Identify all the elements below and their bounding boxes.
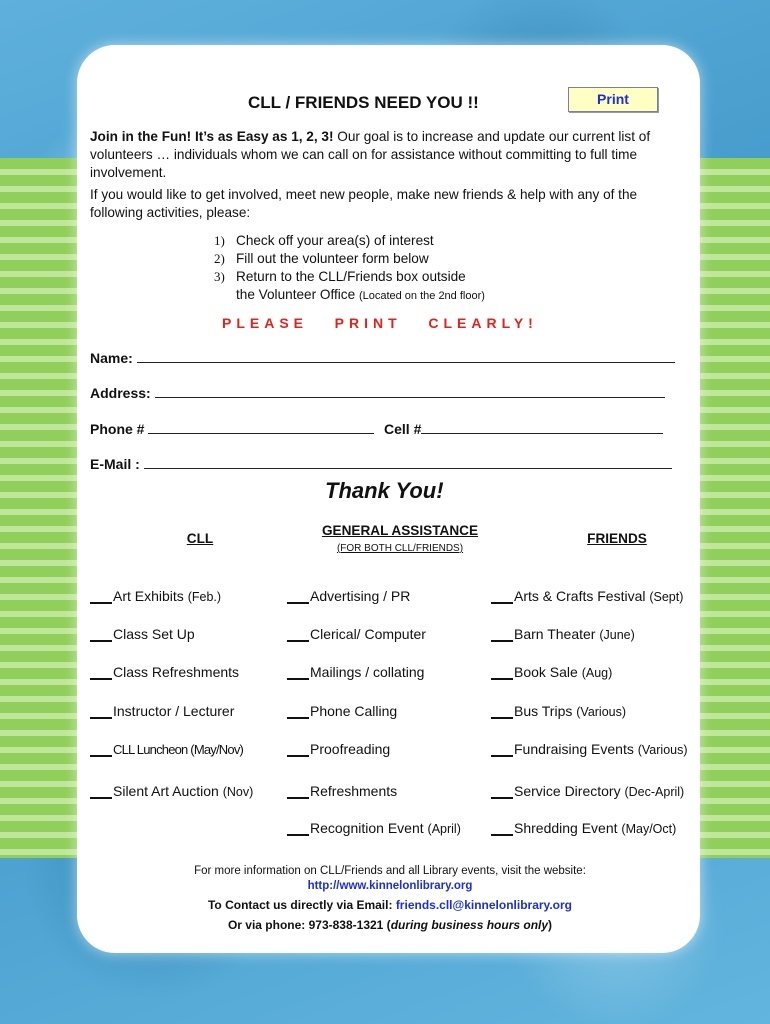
name-field[interactable] — [90, 349, 675, 366]
page-title: CLL / FRIENDS NEED YOU !! — [248, 93, 479, 112]
contact-label: To Contact us directly via Email: — [207, 898, 396, 912]
cll-item-class-refreshments[interactable] — [90, 664, 239, 680]
step-number: 1) — [214, 233, 225, 248]
intro-bold-text: Join in the Fun! It’s as Easy as 1, 2, 3! — [90, 129, 334, 144]
item-label: Arts & Crafts Festival — [514, 588, 646, 604]
checkbox-blank[interactable] — [90, 588, 112, 604]
general-item-mailings[interactable] — [287, 664, 424, 680]
address-line[interactable] — [155, 384, 665, 398]
item-label: Book Sale — [514, 664, 578, 680]
website-link[interactable]: http://www.kinnelonlibrary.org — [307, 880, 473, 892]
step-number: 2) — [214, 251, 225, 266]
step-note: (Located on the 2nd floor) — [358, 290, 485, 302]
phone-label: Phone # — [90, 421, 145, 437]
checkbox-blank[interactable] — [287, 703, 309, 719]
friends-item-bus-trips[interactable] — [491, 703, 626, 719]
cll-column-header: CLL — [186, 531, 214, 546]
item-note: (Sept) — [649, 590, 684, 604]
cll-item-art-exhibits[interactable] — [90, 588, 221, 604]
general-item-refreshments[interactable] — [287, 783, 397, 799]
item-note: (May/Oct) — [621, 822, 677, 836]
checkbox-blank[interactable] — [90, 664, 112, 680]
cll-item-class-set-up[interactable] — [90, 626, 195, 642]
cll-item-luncheon[interactable] — [90, 741, 243, 757]
address-field[interactable] — [90, 384, 665, 401]
item-label: Class Set Up — [113, 626, 195, 642]
general-item-advertising[interactable] — [287, 588, 410, 604]
friends-item-fundraising[interactable] — [491, 741, 688, 757]
checkbox-blank[interactable] — [287, 588, 309, 604]
cell-field[interactable] — [384, 420, 663, 437]
checkbox-blank[interactable] — [491, 820, 513, 836]
address-label: Address: — [90, 385, 151, 401]
footer-phone — [90, 918, 690, 932]
checkbox-blank[interactable] — [491, 588, 513, 604]
checkbox-blank[interactable] — [491, 783, 513, 799]
friends-column-header: FRIENDS — [587, 531, 647, 546]
general-item-phone-calling[interactable] — [287, 703, 397, 719]
checkbox-blank[interactable] — [90, 703, 112, 719]
step-number: 3) — [214, 269, 225, 284]
item-label: Service Directory — [514, 783, 621, 799]
intro-paragraph-2: If you would like to get involved, meet new people, make new friends & help with any of the following activities, please: — [90, 187, 638, 220]
friends-item-shredding[interactable] — [491, 820, 676, 836]
cell-label: Cell # — [384, 421, 422, 437]
step-text: Fill out the volunteer form below — [236, 251, 429, 266]
name-line[interactable] — [137, 349, 675, 363]
item-label: Mailings / collating — [310, 664, 425, 680]
friends-item-barn-theater[interactable] — [491, 626, 635, 642]
name-label: Name: — [90, 350, 133, 366]
footer-contact — [90, 898, 690, 912]
email-link[interactable]: friends.cll@kinnelonlibrary.org — [395, 898, 572, 912]
item-label: Barn Theater — [514, 626, 596, 642]
general-item-recognition-event[interactable] — [287, 820, 461, 836]
item-label: Recognition Event — [310, 820, 424, 836]
step-text: Return to the CLL/Friends box outside — [236, 269, 466, 284]
phone-field[interactable] — [90, 420, 374, 437]
phone-close: ) — [548, 918, 553, 932]
item-label: Instructor / Lecturer — [113, 703, 235, 719]
please-print-clearly: PLEASE PRINT CLEARLY! — [222, 315, 538, 331]
checkbox-blank[interactable] — [90, 783, 112, 799]
general-column-subheader: (FOR BOTH CLL/FRIENDS) — [336, 543, 464, 554]
thank-you-heading: Thank You! — [325, 478, 444, 503]
checkbox-blank[interactable] — [491, 626, 513, 642]
general-item-proofreading[interactable] — [287, 741, 390, 757]
item-note: (Nov) — [222, 785, 254, 799]
friends-item-arts-crafts[interactable] — [491, 588, 683, 604]
checkbox-blank[interactable] — [287, 820, 309, 836]
checkbox-blank[interactable] — [491, 703, 513, 719]
step-2 — [214, 250, 485, 268]
step-3 — [214, 268, 485, 286]
print-button[interactable]: Print — [568, 87, 658, 112]
item-label: Fundraising Events — [514, 741, 634, 757]
item-note: (Various) — [576, 705, 627, 719]
item-label: Advertising / PR — [310, 588, 411, 604]
checkbox-blank[interactable] — [287, 626, 309, 642]
friends-item-service-directory[interactable] — [491, 783, 684, 799]
email-label: E-Mail : — [90, 456, 140, 472]
item-label: Clerical/ Computer — [310, 626, 426, 642]
cll-item-silent-auction[interactable] — [90, 783, 253, 799]
item-note: (Dec-April) — [624, 785, 685, 799]
footer-info-line: For more information on CLL/Friends and all Library events, visit the website: — [194, 865, 586, 877]
checkbox-blank[interactable] — [287, 741, 309, 757]
item-note: (April) — [427, 822, 461, 836]
cll-item-instructor[interactable] — [90, 703, 234, 719]
item-note: (Feb.) — [187, 590, 222, 604]
cell-line[interactable] — [421, 420, 663, 434]
item-note: (June) — [599, 628, 635, 642]
item-label: Shredding Event — [514, 820, 618, 836]
step-1 — [214, 232, 485, 250]
step-3-continued — [214, 286, 485, 305]
checkbox-blank[interactable] — [90, 626, 112, 642]
item-label: Class Refreshments — [113, 664, 240, 680]
checkbox-blank[interactable] — [90, 741, 112, 757]
phone-note: during business hours only — [390, 918, 549, 932]
steps-list — [214, 232, 485, 305]
item-label: CLL Luncheon (May/Nov) — [113, 742, 244, 757]
checkbox-blank[interactable] — [287, 664, 309, 680]
intro-paragraph — [90, 128, 690, 182]
phone-line[interactable] — [148, 420, 374, 434]
phone-label: Or via phone: 973-838-1321 ( — [227, 918, 391, 932]
item-label: Refreshments — [310, 783, 398, 799]
item-label: Art Exhibits — [113, 588, 184, 604]
intro-text: Our goal is to increase and update our current list of volunteers … individuals whom we can call on for assistance without committing to full time involvement. — [90, 129, 651, 180]
email-field[interactable] — [90, 455, 672, 472]
friends-item-book-sale[interactable] — [491, 664, 612, 680]
step-text: Check off your area(s) of interest — [236, 233, 434, 248]
item-label: Phone Calling — [310, 703, 398, 719]
item-label: Proofreading — [310, 741, 391, 757]
general-column-header: GENERAL ASSISTANCE — [321, 523, 479, 538]
email-line[interactable] — [144, 455, 672, 469]
checkbox-blank[interactable] — [287, 783, 309, 799]
step-text: the Volunteer Office — [236, 287, 356, 302]
item-note: (Various) — [637, 743, 688, 757]
general-item-clerical[interactable] — [287, 626, 426, 642]
checkbox-blank[interactable] — [491, 664, 513, 680]
footer-website — [90, 880, 690, 892]
item-note: (Aug) — [581, 666, 613, 680]
item-label: Bus Trips — [514, 703, 573, 719]
item-label: Silent Art Auction — [113, 783, 219, 799]
checkbox-blank[interactable] — [491, 741, 513, 757]
